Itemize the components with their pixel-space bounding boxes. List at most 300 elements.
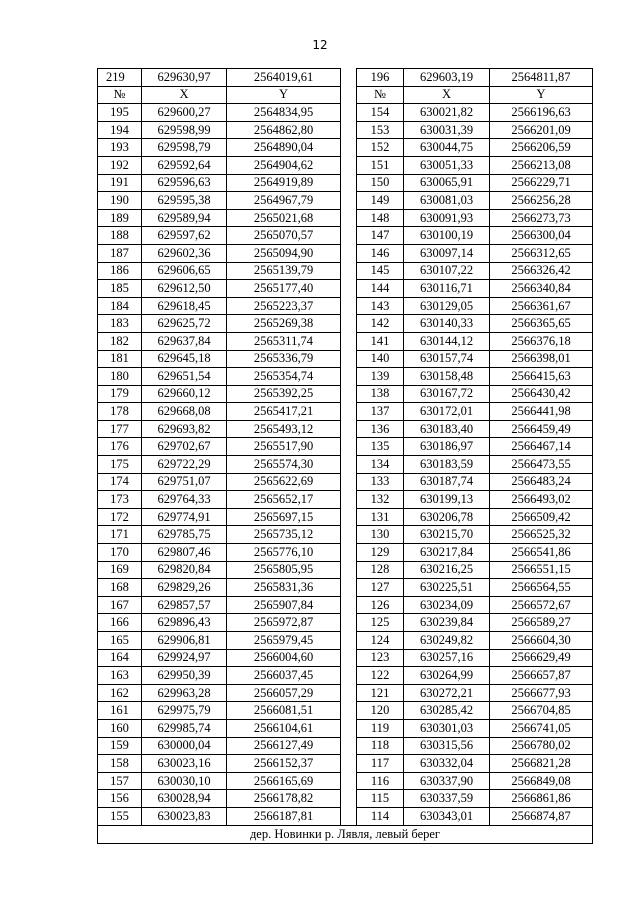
column-gap bbox=[341, 385, 357, 403]
x-coordinate-cell: 630343,01 bbox=[404, 807, 490, 825]
x-coordinate-cell: 630100,19 bbox=[404, 227, 490, 245]
x-coordinate-cell: 630257,16 bbox=[404, 649, 490, 667]
x-coordinate-cell: 630107,22 bbox=[404, 262, 490, 280]
point-number-cell: 126 bbox=[357, 596, 404, 614]
page-number: 12 bbox=[312, 38, 328, 52]
x-coordinate-cell: 630217,84 bbox=[404, 544, 490, 562]
column-gap bbox=[341, 297, 357, 315]
column-gap bbox=[341, 121, 357, 139]
table-row bbox=[98, 332, 593, 350]
table-row bbox=[98, 121, 593, 139]
x-coordinate-cell: 629598,79 bbox=[142, 139, 227, 157]
x-coordinate-cell: 629625,72 bbox=[142, 315, 227, 333]
point-number-cell: 153 bbox=[357, 121, 404, 139]
x-coordinate-cell: 629592,64 bbox=[142, 156, 227, 174]
point-number-cell: 145 bbox=[357, 262, 404, 280]
y-coordinate-cell: 2564019,61 bbox=[227, 69, 341, 87]
y-coordinate-cell: 2566525,32 bbox=[490, 526, 593, 544]
point-number-cell: 150 bbox=[357, 174, 404, 192]
x-coordinate-cell: 629722,29 bbox=[142, 456, 227, 474]
table-row bbox=[98, 491, 593, 509]
x-coordinate-cell: 629820,84 bbox=[142, 561, 227, 579]
x-coordinate-cell: 629598,99 bbox=[142, 121, 227, 139]
y-coordinate-cell: 2564967,79 bbox=[227, 192, 341, 210]
point-number-cell: 143 bbox=[357, 297, 404, 315]
point-number-cell: 133 bbox=[357, 473, 404, 491]
y-coordinate-cell: 2566589,27 bbox=[490, 614, 593, 632]
point-number-cell: 154 bbox=[357, 104, 404, 122]
y-coordinate-cell: 2566104,61 bbox=[227, 719, 341, 737]
point-number-cell: 146 bbox=[357, 244, 404, 262]
x-coordinate-cell: 630186,97 bbox=[404, 438, 490, 456]
table-row bbox=[98, 684, 593, 702]
y-coordinate-cell: 2565697,15 bbox=[227, 508, 341, 526]
table-row bbox=[98, 561, 593, 579]
point-number-cell: 177 bbox=[98, 420, 142, 438]
column-gap bbox=[341, 438, 357, 456]
column-gap bbox=[341, 456, 357, 474]
y-coordinate-cell: 2565574,30 bbox=[227, 456, 341, 474]
point-number-cell: 194 bbox=[98, 121, 142, 139]
y-coordinate-cell: 2566430,42 bbox=[490, 385, 593, 403]
y-coordinate-cell: 2565177,40 bbox=[227, 280, 341, 298]
point-number-cell: 151 bbox=[357, 156, 404, 174]
point-number-cell: 119 bbox=[357, 719, 404, 737]
point-number-cell: 149 bbox=[357, 192, 404, 210]
table-row bbox=[98, 632, 593, 650]
point-number-cell: 167 bbox=[98, 596, 142, 614]
table-row bbox=[98, 702, 593, 720]
point-number-cell: 140 bbox=[357, 350, 404, 368]
y-coordinate-cell: 2566861,86 bbox=[490, 790, 593, 808]
table-row bbox=[98, 280, 593, 298]
y-coordinate-cell: 2566037,45 bbox=[227, 667, 341, 685]
table-row bbox=[98, 244, 593, 262]
column-gap bbox=[341, 192, 357, 210]
y-coordinate-cell: 2566152,37 bbox=[227, 755, 341, 773]
x-coordinate-cell: 630225,51 bbox=[404, 579, 490, 597]
x-column-header: X bbox=[404, 86, 490, 104]
table-row bbox=[98, 596, 593, 614]
y-coordinate-cell: 2566326,42 bbox=[490, 262, 593, 280]
point-number-cell: 134 bbox=[357, 456, 404, 474]
table-row bbox=[98, 755, 593, 773]
point-number-cell: 180 bbox=[98, 368, 142, 386]
table-row bbox=[98, 508, 593, 526]
column-gap bbox=[341, 790, 357, 808]
column-gap bbox=[341, 491, 357, 509]
column-gap bbox=[341, 86, 357, 104]
point-number-cell: 166 bbox=[98, 614, 142, 632]
column-gap bbox=[341, 526, 357, 544]
y-coordinate-cell: 2565972,87 bbox=[227, 614, 341, 632]
y-coordinate-cell: 2566398,01 bbox=[490, 350, 593, 368]
y-coordinate-cell: 2566509,42 bbox=[490, 508, 593, 526]
point-number-cell: 178 bbox=[98, 403, 142, 421]
point-number-cell: 175 bbox=[98, 456, 142, 474]
x-coordinate-cell: 630337,59 bbox=[404, 790, 490, 808]
y-coordinate-cell: 2566165,69 bbox=[227, 772, 341, 790]
y-coordinate-cell: 2565652,17 bbox=[227, 491, 341, 509]
table-row bbox=[98, 139, 593, 157]
y-coordinate-cell: 2566572,67 bbox=[490, 596, 593, 614]
point-number-cell: 163 bbox=[98, 667, 142, 685]
x-coordinate-cell: 630031,39 bbox=[404, 121, 490, 139]
y-coordinate-cell: 2566741,05 bbox=[490, 719, 593, 737]
point-number-cell: 142 bbox=[357, 315, 404, 333]
x-coordinate-cell: 629660,12 bbox=[142, 385, 227, 403]
y-coordinate-cell: 2564919,89 bbox=[227, 174, 341, 192]
x-coordinate-cell: 630023,83 bbox=[142, 807, 227, 825]
column-gap bbox=[341, 368, 357, 386]
point-number-cell: 117 bbox=[357, 755, 404, 773]
y-coordinate-cell: 2565979,45 bbox=[227, 632, 341, 650]
column-gap bbox=[341, 420, 357, 438]
table-row bbox=[98, 420, 593, 438]
column-gap bbox=[341, 280, 357, 298]
y-coordinate-cell: 2566780,02 bbox=[490, 737, 593, 755]
x-coordinate-cell: 629785,75 bbox=[142, 526, 227, 544]
table-row bbox=[98, 297, 593, 315]
y-coordinate-cell: 2566201,09 bbox=[490, 121, 593, 139]
x-column-header: X bbox=[142, 86, 227, 104]
table-row bbox=[98, 262, 593, 280]
point-number-cell: 170 bbox=[98, 544, 142, 562]
point-number-cell: 188 bbox=[98, 227, 142, 245]
y-coordinate-cell: 2566564,55 bbox=[490, 579, 593, 597]
x-coordinate-cell: 629950,39 bbox=[142, 667, 227, 685]
point-number-cell: 196 bbox=[357, 69, 404, 87]
y-coordinate-cell: 2565269,38 bbox=[227, 315, 341, 333]
table-row bbox=[98, 350, 593, 368]
y-coordinate-cell: 2566821,28 bbox=[490, 755, 593, 773]
point-number-cell: 116 bbox=[357, 772, 404, 790]
point-number-cell: 127 bbox=[357, 579, 404, 597]
y-coordinate-cell: 2565070,57 bbox=[227, 227, 341, 245]
y-coordinate-cell: 2565354,74 bbox=[227, 368, 341, 386]
point-number-cell: 179 bbox=[98, 385, 142, 403]
x-coordinate-cell: 630172,01 bbox=[404, 403, 490, 421]
y-coordinate-cell: 2564890,04 bbox=[227, 139, 341, 157]
y-coordinate-cell: 2566874,87 bbox=[490, 807, 593, 825]
y-coordinate-cell: 2565735,12 bbox=[227, 526, 341, 544]
y-coordinate-cell: 2566312,65 bbox=[490, 244, 593, 262]
column-gap bbox=[341, 579, 357, 597]
column-gap bbox=[341, 244, 357, 262]
y-coordinate-cell: 2566657,87 bbox=[490, 667, 593, 685]
point-number-cell: 195 bbox=[98, 104, 142, 122]
y-coordinate-cell: 2565417,21 bbox=[227, 403, 341, 421]
table-top-row bbox=[98, 69, 593, 87]
column-gap bbox=[341, 561, 357, 579]
x-coordinate-cell: 629985,74 bbox=[142, 719, 227, 737]
table-row bbox=[98, 790, 593, 808]
column-gap bbox=[341, 755, 357, 773]
x-coordinate-cell: 630065,91 bbox=[404, 174, 490, 192]
point-number-cell: 185 bbox=[98, 280, 142, 298]
point-number-cell: 138 bbox=[357, 385, 404, 403]
y-coordinate-cell: 2566459,49 bbox=[490, 420, 593, 438]
x-coordinate-cell: 629975,79 bbox=[142, 702, 227, 720]
column-gap bbox=[341, 544, 357, 562]
x-coordinate-cell: 630030,10 bbox=[142, 772, 227, 790]
point-number-cell: 172 bbox=[98, 508, 142, 526]
x-coordinate-cell: 629637,84 bbox=[142, 332, 227, 350]
column-gap bbox=[341, 174, 357, 192]
point-number-cell: 135 bbox=[357, 438, 404, 456]
table-row bbox=[98, 473, 593, 491]
y-coordinate-cell: 2566483,24 bbox=[490, 473, 593, 491]
point-number-cell: 120 bbox=[357, 702, 404, 720]
point-number-cell: 129 bbox=[357, 544, 404, 562]
column-gap bbox=[341, 772, 357, 790]
point-number-cell: 137 bbox=[357, 403, 404, 421]
x-coordinate-cell: 629645,18 bbox=[142, 350, 227, 368]
column-gap bbox=[341, 332, 357, 350]
column-gap bbox=[341, 807, 357, 825]
x-coordinate-cell: 630315,56 bbox=[404, 737, 490, 755]
table-row bbox=[98, 156, 593, 174]
point-number-cell: 131 bbox=[357, 508, 404, 526]
table-row bbox=[98, 772, 593, 790]
x-coordinate-cell: 630051,33 bbox=[404, 156, 490, 174]
column-gap bbox=[341, 139, 357, 157]
y-coordinate-cell: 2564811,87 bbox=[490, 69, 593, 87]
x-coordinate-cell: 629602,36 bbox=[142, 244, 227, 262]
table-row bbox=[98, 368, 593, 386]
table-row bbox=[98, 456, 593, 474]
x-coordinate-cell: 630091,93 bbox=[404, 209, 490, 227]
column-gap bbox=[341, 649, 357, 667]
column-gap bbox=[341, 596, 357, 614]
x-coordinate-cell: 629597,62 bbox=[142, 227, 227, 245]
y-coordinate-cell: 2565493,12 bbox=[227, 420, 341, 438]
x-coordinate-cell: 629751,07 bbox=[142, 473, 227, 491]
x-coordinate-cell: 630028,94 bbox=[142, 790, 227, 808]
x-coordinate-cell: 630081,03 bbox=[404, 192, 490, 210]
point-number-cell: 184 bbox=[98, 297, 142, 315]
table-row bbox=[98, 614, 593, 632]
x-coordinate-cell: 630021,82 bbox=[404, 104, 490, 122]
x-coordinate-cell: 630157,74 bbox=[404, 350, 490, 368]
point-number-cell: 136 bbox=[357, 420, 404, 438]
y-coordinate-cell: 2566196,63 bbox=[490, 104, 593, 122]
point-number-cell: 165 bbox=[98, 632, 142, 650]
y-coordinate-cell: 2565907,84 bbox=[227, 596, 341, 614]
y-coordinate-cell: 2565805,95 bbox=[227, 561, 341, 579]
point-number-cell: 168 bbox=[98, 579, 142, 597]
number-column-header: № bbox=[357, 86, 404, 104]
point-number-cell: 156 bbox=[98, 790, 142, 808]
x-coordinate-cell: 630234,09 bbox=[404, 596, 490, 614]
point-number-cell: 182 bbox=[98, 332, 142, 350]
table-row bbox=[98, 192, 593, 210]
point-number-cell: 190 bbox=[98, 192, 142, 210]
point-number-cell: 186 bbox=[98, 262, 142, 280]
x-coordinate-cell: 630158,48 bbox=[404, 368, 490, 386]
point-number-cell: 124 bbox=[357, 632, 404, 650]
point-number-cell: 155 bbox=[98, 807, 142, 825]
point-number-cell: 121 bbox=[357, 684, 404, 702]
y-coordinate-cell: 2566187,81 bbox=[227, 807, 341, 825]
table-row bbox=[98, 719, 593, 737]
table-row bbox=[98, 438, 593, 456]
y-coordinate-cell: 2566004,60 bbox=[227, 649, 341, 667]
x-coordinate-cell: 629963,28 bbox=[142, 684, 227, 702]
point-number-cell: 192 bbox=[98, 156, 142, 174]
y-coordinate-cell: 2566057,29 bbox=[227, 684, 341, 702]
x-coordinate-cell: 630000,04 bbox=[142, 737, 227, 755]
column-gap bbox=[341, 69, 357, 87]
y-coordinate-cell: 2566300,04 bbox=[490, 227, 593, 245]
coordinates-table bbox=[97, 68, 593, 844]
x-coordinate-cell: 630097,14 bbox=[404, 244, 490, 262]
y-coordinate-cell: 2566677,93 bbox=[490, 684, 593, 702]
point-number-cell: 114 bbox=[357, 807, 404, 825]
x-coordinate-cell: 629618,45 bbox=[142, 297, 227, 315]
x-coordinate-cell: 629896,43 bbox=[142, 614, 227, 632]
x-coordinate-cell: 630216,25 bbox=[404, 561, 490, 579]
point-number-cell: 183 bbox=[98, 315, 142, 333]
table-row bbox=[98, 385, 593, 403]
x-coordinate-cell: 629829,26 bbox=[142, 579, 227, 597]
x-coordinate-cell: 629630,97 bbox=[142, 69, 227, 87]
point-number-cell: 118 bbox=[357, 737, 404, 755]
x-coordinate-cell: 630337,90 bbox=[404, 772, 490, 790]
table-row bbox=[98, 807, 593, 825]
table-row bbox=[98, 104, 593, 122]
location-caption: дер. Новинки р. Лявля, левый берег bbox=[98, 825, 593, 843]
point-number-cell: 158 bbox=[98, 755, 142, 773]
point-number-cell: 171 bbox=[98, 526, 142, 544]
x-coordinate-cell: 630144,12 bbox=[404, 332, 490, 350]
point-number-cell: 148 bbox=[357, 209, 404, 227]
point-number-cell: 173 bbox=[98, 491, 142, 509]
x-coordinate-cell: 630301,03 bbox=[404, 719, 490, 737]
y-coordinate-cell: 2566467,14 bbox=[490, 438, 593, 456]
x-coordinate-cell: 629603,19 bbox=[404, 69, 490, 87]
x-coordinate-cell: 629600,27 bbox=[142, 104, 227, 122]
point-number-cell: 147 bbox=[357, 227, 404, 245]
column-gap bbox=[341, 719, 357, 737]
y-coordinate-cell: 2564904,62 bbox=[227, 156, 341, 174]
point-number-cell: 191 bbox=[98, 174, 142, 192]
x-coordinate-cell: 629612,50 bbox=[142, 280, 227, 298]
column-gap bbox=[341, 104, 357, 122]
y-coordinate-cell: 2566376,18 bbox=[490, 332, 593, 350]
y-coordinate-cell: 2566081,51 bbox=[227, 702, 341, 720]
y-coordinate-cell: 2566365,65 bbox=[490, 315, 593, 333]
column-gap bbox=[341, 614, 357, 632]
table-row bbox=[98, 227, 593, 245]
x-coordinate-cell: 630129,05 bbox=[404, 297, 490, 315]
point-number-cell: 123 bbox=[357, 649, 404, 667]
column-gap bbox=[341, 473, 357, 491]
y-coordinate-cell: 2566473,55 bbox=[490, 456, 593, 474]
column-gap bbox=[341, 508, 357, 526]
point-number-cell: 176 bbox=[98, 438, 142, 456]
y-coordinate-cell: 2566229,71 bbox=[490, 174, 593, 192]
y-coordinate-cell: 2566541,86 bbox=[490, 544, 593, 562]
x-coordinate-cell: 630249,82 bbox=[404, 632, 490, 650]
point-number-cell: 128 bbox=[357, 561, 404, 579]
column-gap bbox=[341, 156, 357, 174]
y-coordinate-cell: 2566273,73 bbox=[490, 209, 593, 227]
y-coordinate-cell: 2566206,59 bbox=[490, 139, 593, 157]
y-coordinate-cell: 2566629,49 bbox=[490, 649, 593, 667]
x-coordinate-cell: 630272,21 bbox=[404, 684, 490, 702]
point-number-cell: 193 bbox=[98, 139, 142, 157]
point-number-cell: 125 bbox=[357, 614, 404, 632]
y-coordinate-cell: 2566256,28 bbox=[490, 192, 593, 210]
point-number-cell: 181 bbox=[98, 350, 142, 368]
x-coordinate-cell: 629906,81 bbox=[142, 632, 227, 650]
y-coordinate-cell: 2565094,90 bbox=[227, 244, 341, 262]
x-coordinate-cell: 630183,40 bbox=[404, 420, 490, 438]
y-coordinate-cell: 2565311,74 bbox=[227, 332, 341, 350]
y-coordinate-cell: 2565139,79 bbox=[227, 262, 341, 280]
point-number-cell: 122 bbox=[357, 667, 404, 685]
column-gap bbox=[341, 315, 357, 333]
y-coordinate-cell: 2566415,63 bbox=[490, 368, 593, 386]
x-coordinate-cell: 629764,33 bbox=[142, 491, 227, 509]
y-coordinate-cell: 2566604,30 bbox=[490, 632, 593, 650]
point-number-cell: 139 bbox=[357, 368, 404, 386]
table-row bbox=[98, 174, 593, 192]
column-gap bbox=[341, 737, 357, 755]
y-coordinate-cell: 2565831,36 bbox=[227, 579, 341, 597]
y-coordinate-cell: 2565021,68 bbox=[227, 209, 341, 227]
point-number-cell: 159 bbox=[98, 737, 142, 755]
x-coordinate-cell: 629924,97 bbox=[142, 649, 227, 667]
y-coordinate-cell: 2566551,15 bbox=[490, 561, 593, 579]
point-number-cell: 189 bbox=[98, 209, 142, 227]
y-coordinate-cell: 2566441,98 bbox=[490, 403, 593, 421]
point-number-cell: 187 bbox=[98, 244, 142, 262]
y-coordinate-cell: 2565336,79 bbox=[227, 350, 341, 368]
table-row bbox=[98, 526, 593, 544]
x-coordinate-cell: 629651,54 bbox=[142, 368, 227, 386]
column-gap bbox=[341, 632, 357, 650]
column-gap bbox=[341, 403, 357, 421]
x-coordinate-cell: 630264,99 bbox=[404, 667, 490, 685]
y-coordinate-cell: 2565223,37 bbox=[227, 297, 341, 315]
column-gap bbox=[341, 262, 357, 280]
point-number-cell: 219 bbox=[98, 69, 142, 87]
y-coordinate-cell: 2565392,25 bbox=[227, 385, 341, 403]
table-row bbox=[98, 403, 593, 421]
x-coordinate-cell: 630215,70 bbox=[404, 526, 490, 544]
x-coordinate-cell: 629807,46 bbox=[142, 544, 227, 562]
table-row bbox=[98, 209, 593, 227]
y-coordinate-cell: 2564834,95 bbox=[227, 104, 341, 122]
x-coordinate-cell: 630206,78 bbox=[404, 508, 490, 526]
y-column-header: Y bbox=[490, 86, 593, 104]
table-row bbox=[98, 737, 593, 755]
y-coordinate-cell: 2564862,80 bbox=[227, 121, 341, 139]
x-coordinate-cell: 630332,04 bbox=[404, 755, 490, 773]
column-gap bbox=[341, 209, 357, 227]
column-gap bbox=[341, 667, 357, 685]
y-coordinate-cell: 2566340,84 bbox=[490, 280, 593, 298]
x-coordinate-cell: 630116,71 bbox=[404, 280, 490, 298]
x-coordinate-cell: 629668,08 bbox=[142, 403, 227, 421]
point-number-cell: 144 bbox=[357, 280, 404, 298]
y-coordinate-cell: 2565776,10 bbox=[227, 544, 341, 562]
x-coordinate-cell: 629857,57 bbox=[142, 596, 227, 614]
y-coordinate-cell: 2565622,69 bbox=[227, 473, 341, 491]
column-gap bbox=[341, 702, 357, 720]
